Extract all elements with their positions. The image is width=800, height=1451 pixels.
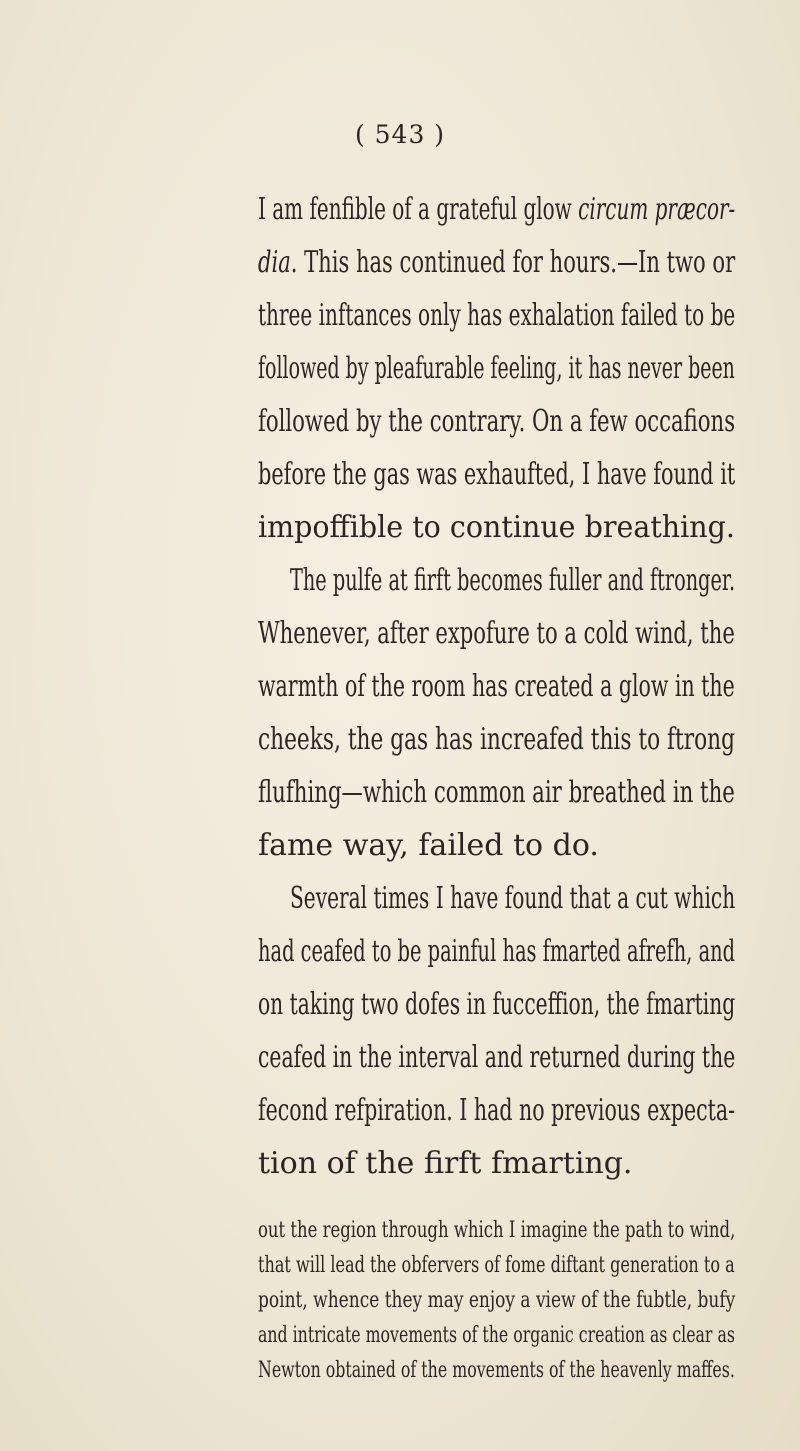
text-line: impoffible to continue breathing. (258, 510, 735, 545)
text-line: ceafed in the interval and returned during the (258, 1040, 736, 1075)
text-line: three inftances only has exhalation failed to be (258, 298, 736, 333)
text-line: had ceafed to be painful has fmarted afrefh, and (258, 934, 736, 969)
text-line-italic: dia (258, 245, 291, 280)
footnote-line: that will lead the obfervers of fome diftant generation to a (258, 1253, 735, 1278)
footnote-line: point, whence they may enjoy a view of the fubtle, bufy (258, 1288, 736, 1313)
text-line: followed by pleafurable feeling, it has never been (258, 351, 735, 386)
text-line: warmth of the room has created a glow in the (258, 669, 735, 704)
text-line: Whenever, after expofure to a cold wind, the (258, 616, 735, 651)
text-line-roman: I am fenfible of a grateful glow (258, 192, 579, 227)
text-line: followed by the contrary. On a few occafions (258, 404, 736, 439)
text-line: fecond refpiration. I had no previous expecta- (258, 1093, 736, 1128)
text-line (258, 190, 735, 230)
footnote-line: and intricate movements of the organic creation as clear as (258, 1323, 735, 1348)
text-line: before the gas was exhaufted, I have found it (258, 457, 736, 492)
text-line: on taking two dofes in fucceffion, the fmarting (258, 987, 736, 1022)
footnote-line: out the region through which I imagine the path to wind, (258, 1218, 736, 1243)
text-line: tion of the firft fmarting. (258, 1146, 633, 1181)
text-line: fame way, failed to do. (258, 828, 599, 863)
text-line: cheeks, the gas has increafed this to ftrong (258, 722, 736, 757)
page-number: ( 543 ) (354, 120, 446, 149)
text-line: The pulfe at firft becomes fuller and ftronger. (290, 563, 736, 598)
text-line: flufhing—which common air breathed in the (258, 775, 735, 810)
text-line: Several times I have found that a cut which (290, 881, 736, 916)
text-line (258, 243, 735, 283)
text-line-roman: . This has continued for hours.—In two or (290, 245, 736, 280)
footnote-line: Newton obtained of the movements of the heavenly maffes. (258, 1358, 735, 1383)
text-line-italic: circum præcor- (578, 192, 736, 227)
